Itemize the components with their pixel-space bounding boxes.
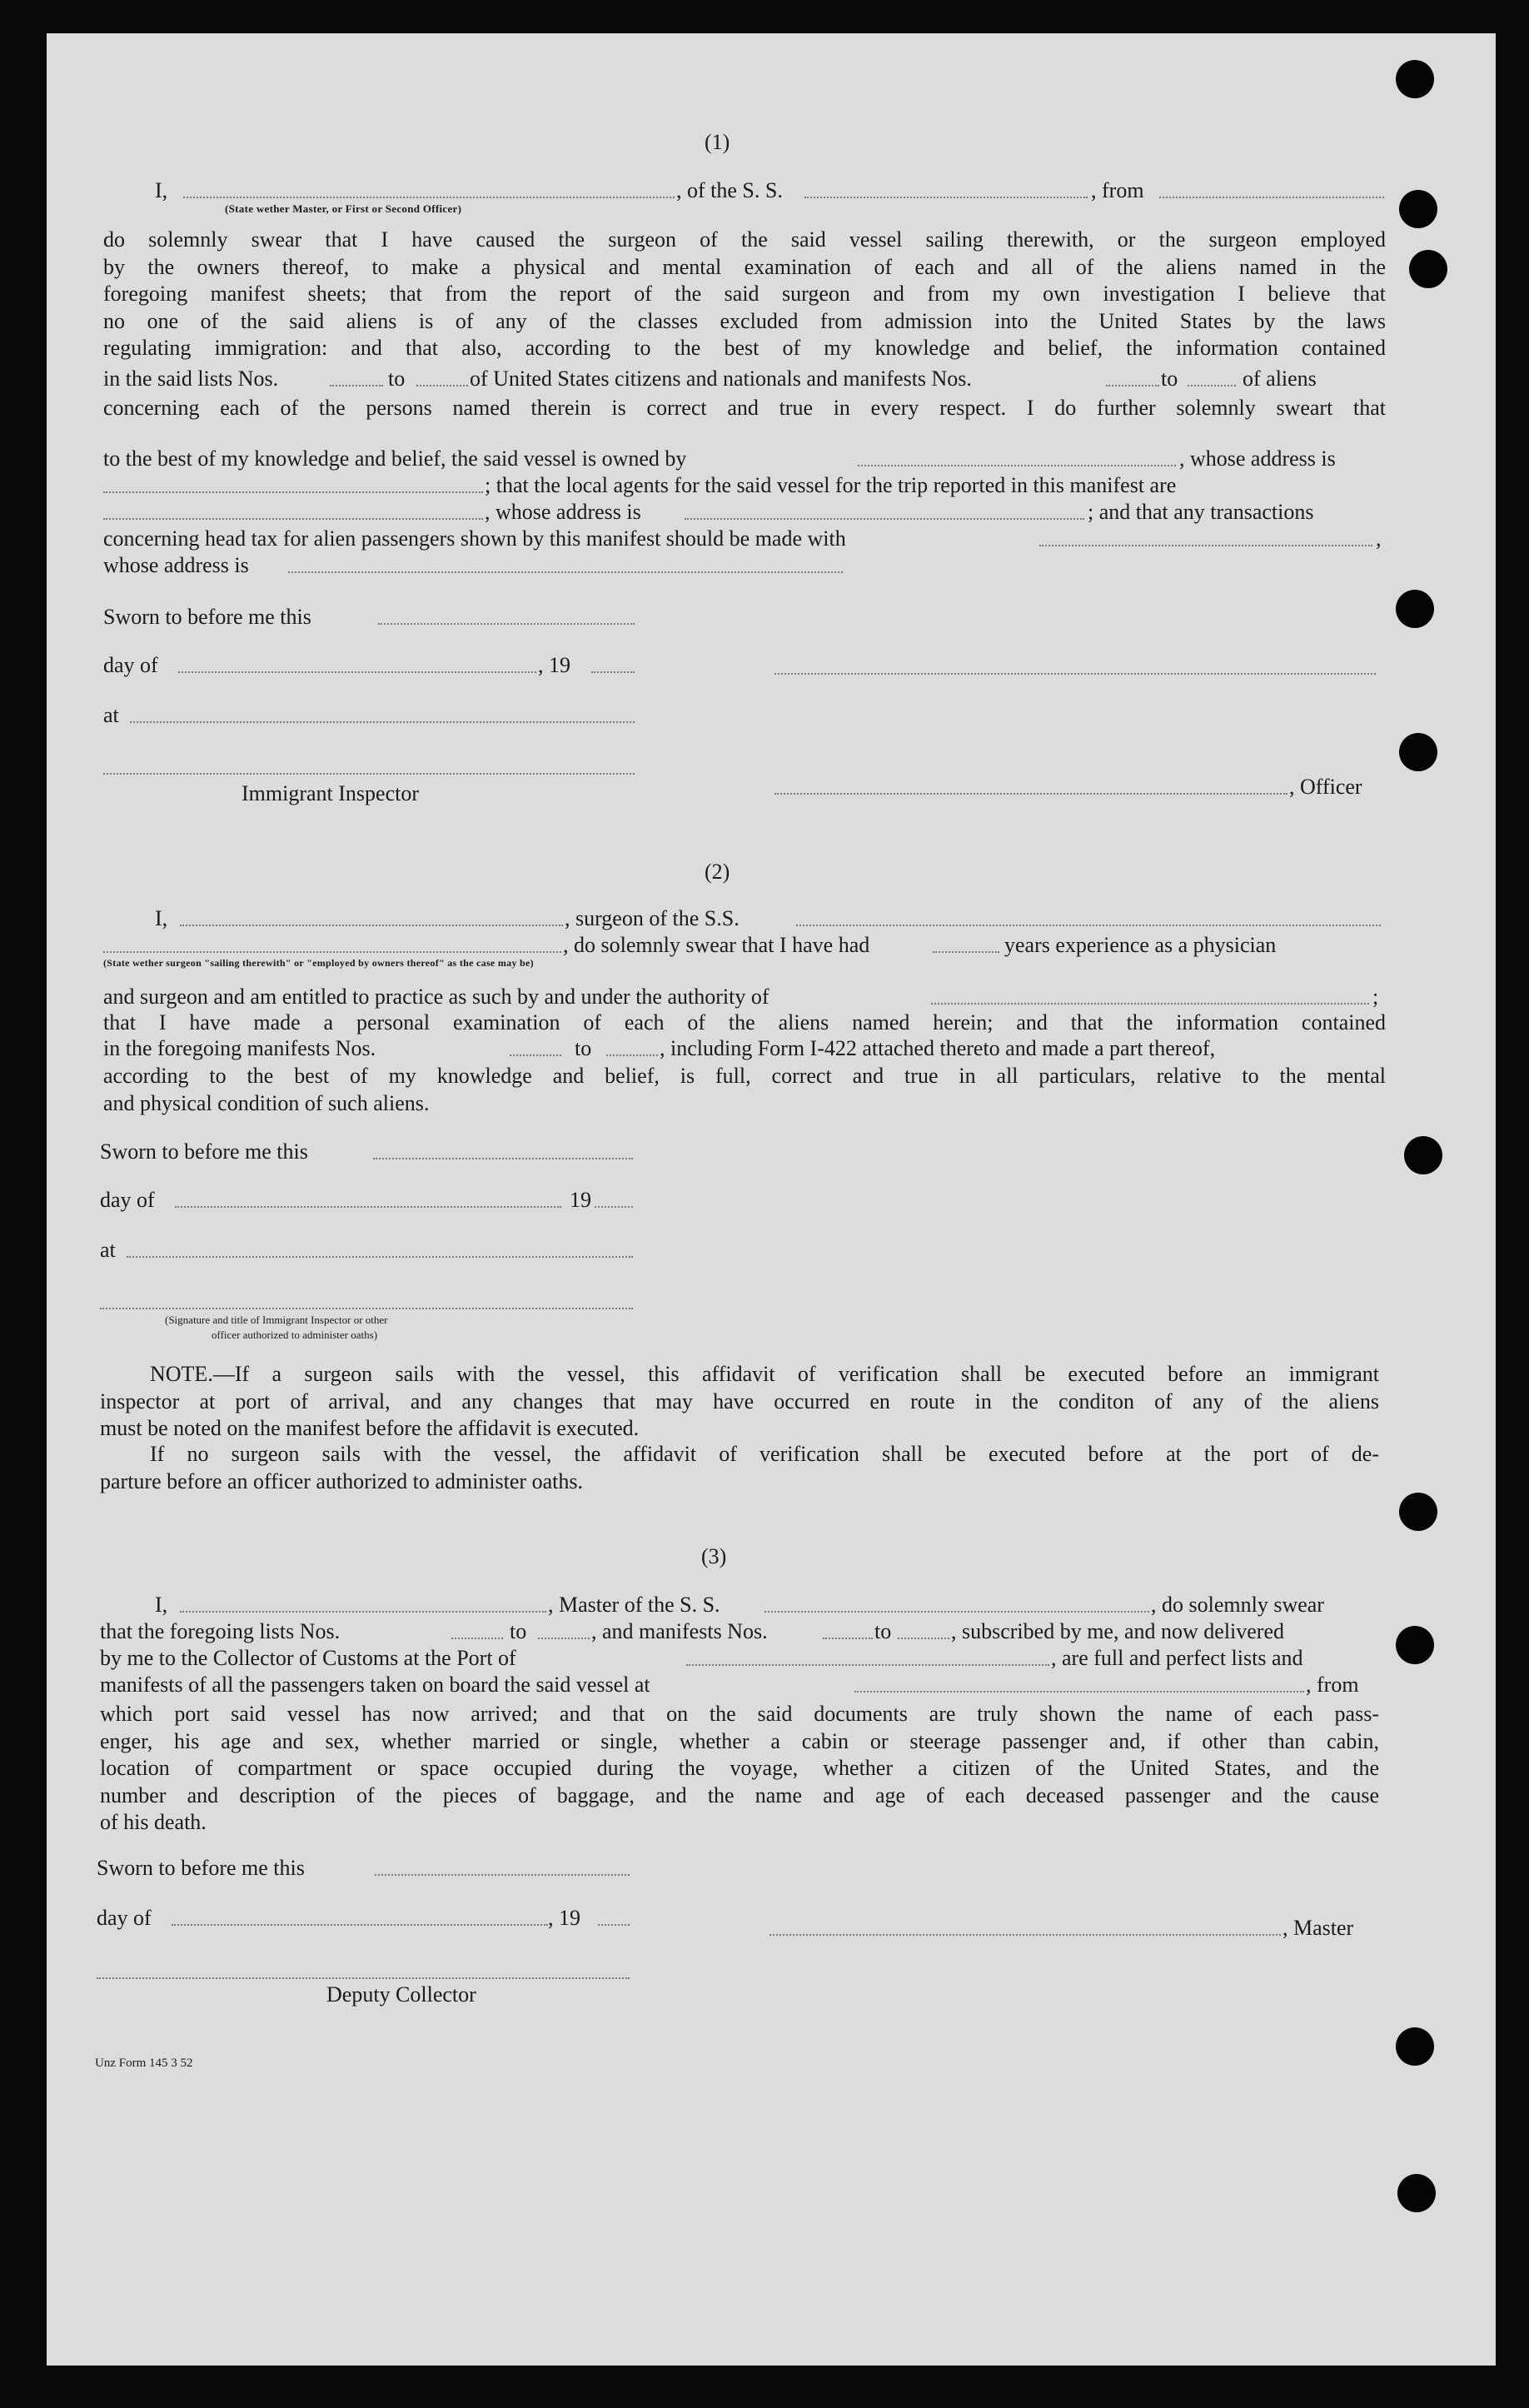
s1-day-field[interactable]	[178, 671, 536, 673]
s2-line-4	[103, 1010, 1386, 1037]
s1-of-ss: , of the S. S.	[676, 178, 783, 202]
s2-year-field[interactable]	[595, 1206, 633, 1208]
s1-immigrant-inspector: Immigrant Inspector	[242, 781, 419, 805]
s2-manifest-from-field[interactable]	[510, 1054, 561, 1056]
s2-note-line: inspector at port of arrival, and any changes that may have occurred en route in the conditon of any of the aliens	[100, 1388, 1379, 1413]
s1-local-agents: ; that the local agents for the said vessel for the trip reported in this manifest are	[485, 473, 1177, 497]
s3-manifests-of: manifests of all the passengers taken on board the said vessel at	[100, 1673, 650, 1697]
punch-hole	[1409, 250, 1447, 288]
section-2-heading: (2)	[705, 860, 730, 884]
s3-body-line: number and description of the pieces of baggage, and the name and age of each deceased passenger and the cause	[100, 1782, 1379, 1807]
s1-line-7	[103, 395, 1386, 422]
s1-body-line: do solemnly swear that I have caused the surgeon of the said vessel sailing therewith, or the surgeon employed	[103, 227, 1386, 252]
punch-hole	[1404, 1136, 1442, 1174]
s2-including-form: , including Form I-422 attached thereto and made a part thereof,	[660, 1036, 1216, 1060]
s1-lists-nos: in the said lists Nos.	[103, 366, 279, 391]
s3-collector-signature-field[interactable]	[97, 1977, 630, 1979]
s1-officer-signature-field[interactable]	[774, 673, 1376, 675]
s1-vessel-field[interactable]	[804, 197, 1088, 198]
s1-officer-name-field[interactable]	[183, 197, 675, 198]
s3-master-signature-field[interactable]	[769, 1934, 1281, 1936]
s1-of-aliens: of aliens	[1243, 366, 1317, 391]
s2-surgeon-type-field[interactable]	[103, 951, 561, 953]
s3-port-field[interactable]	[686, 1664, 1049, 1666]
s1-officer-note: (State wether Master, or First or Second Officer)	[225, 202, 462, 215]
s2-do-solemnly: , do solemnly swear that I have had	[563, 933, 870, 957]
s2-manifest-to-field[interactable]	[606, 1054, 658, 1056]
s1-comma: ,	[1376, 526, 1382, 551]
s2-note-2	[100, 1441, 1379, 1495]
punch-hole	[1399, 733, 1437, 771]
s2-surgeon-of-ss: , surgeon of the S.S.	[565, 906, 740, 930]
form-page	[47, 33, 1496, 2366]
s1-head-tax: concerning head tax for alien passengers shown by this manifest should be made with	[103, 526, 846, 551]
s1-at-field[interactable]	[130, 721, 635, 723]
s2-note-line: If no surgeon sails with the vessel, the affidavit of verification shall be executed before at the port of de-	[150, 1442, 1379, 1466]
s1-body-line: concerning each of the persons named therein is correct and true in every respect. I do further solemnly sweart that	[103, 396, 1386, 420]
punch-hole	[1396, 590, 1434, 628]
s1-to: to	[388, 366, 406, 391]
s1-owned-by: to the best of my knowledge and belief, the said vessel is owned by	[103, 446, 687, 471]
s3-collector: by me to the Collector of Customs at the Port of	[100, 1646, 516, 1670]
punch-hole	[1396, 2027, 1434, 2066]
s3-day-field[interactable]	[172, 1924, 548, 1926]
s2-years-experience: years experience as a physician	[1004, 933, 1277, 957]
punch-hole	[1397, 2174, 1436, 2212]
s1-i: I,	[155, 178, 168, 202]
section-3-heading: (3)	[701, 1544, 727, 1568]
s3-sworn: Sworn to before me this	[97, 1856, 305, 1880]
s2-authority: and surgeon and am entitled to practice as such by and under the authority of	[103, 985, 769, 1009]
form-number: Unz Form 145 3 52	[95, 2057, 193, 2070]
punch-hole	[1396, 1626, 1434, 1664]
s2-surgeon-type-note: (State wether surgeon "sailing therewith" or "employed by owners thereof" as the case may be)	[103, 957, 534, 969]
s2-at: at	[100, 1238, 116, 1262]
s1-whose-address-3: whose address is	[103, 553, 249, 577]
s1-officer-field[interactable]	[774, 793, 1287, 795]
s2-note-line: parture before an officer authorized to administer oaths.	[100, 1468, 583, 1493]
s1-to-2: to	[1161, 366, 1178, 391]
s2-day-field[interactable]	[175, 1206, 561, 1208]
s1-sworn-field[interactable]	[378, 623, 635, 625]
s2-to: to	[575, 1036, 592, 1060]
s2-semicolon: ;	[1372, 985, 1379, 1009]
s3-deputy-collector: Deputy Collector	[326, 1982, 476, 2007]
s1-at: at	[103, 703, 119, 727]
s1-sworn: Sworn to before me this	[103, 605, 311, 629]
s3-body-line: enger, his age and sex, whether married or single, whether a cabin or steerage passenger and, if other than cabin,	[100, 1728, 1379, 1753]
s1-whose-address-2: , whose address is	[485, 500, 641, 524]
s1-inspector-signature-field[interactable]	[103, 773, 635, 775]
s3-master-name-field[interactable]	[180, 1611, 546, 1613]
s3-full-perfect: , are full and perfect lists and	[1051, 1646, 1303, 1670]
s1-manifest-to-field[interactable]	[1188, 385, 1236, 386]
s3-body-line: of his death.	[100, 1810, 207, 1834]
s2-sworn: Sworn to before me this	[100, 1139, 308, 1164]
s1-year-prefix: , 19	[538, 653, 570, 677]
s1-body-line: foregoing manifest sheets; that from the report of the said surgeon and from my own investigation I believe that	[103, 282, 1386, 306]
s1-body-line: no one of the said aliens is of any of the classes excluded from admission into the United States by the laws	[103, 308, 1386, 333]
s2-sworn-field[interactable]	[373, 1158, 633, 1159]
s1-transactions: ; and that any transactions	[1088, 500, 1314, 524]
s3-lists-to-field[interactable]	[538, 1638, 590, 1639]
s2-vessel-field[interactable]	[796, 925, 1381, 926]
s2-body-line: that I have made a personal examination of each of the aliens named herein; and that the information contained	[103, 1010, 1386, 1034]
section-1-heading: (1)	[705, 130, 730, 154]
s3-manifest-from-field[interactable]	[823, 1638, 873, 1639]
s2-years-field[interactable]	[933, 951, 999, 953]
s3-from: , from	[1306, 1673, 1359, 1697]
s1-body-line: by the owners thereof, to make a physical and mental examination of each and all of the aliens named in the	[103, 254, 1386, 279]
s2-surgeon-name-field[interactable]	[180, 925, 563, 926]
s1-from: , from	[1091, 178, 1144, 202]
s2-signature-field[interactable]	[100, 1308, 633, 1309]
s1-oath-paragraph	[103, 227, 1386, 362]
s2-signature-note-1: (Signature and title of Immigrant Inspector or other	[165, 1314, 388, 1326]
s3-body-line: which port said vessel has now arrived; and that on the said documents are truly shown the name of each pass-	[100, 1702, 1379, 1726]
punch-hole	[1396, 60, 1434, 98]
s3-day-of: day of	[97, 1906, 152, 1930]
s1-citizens-text: of United States citizens and nationals and manifests Nos.	[470, 366, 972, 391]
s1-body-line: regulating immigration: and that also, according to the best of my knowledge and belief, the information contained	[103, 336, 1386, 360]
s1-owner-field[interactable]	[858, 465, 1176, 466]
s1-officer-label: , Officer	[1289, 775, 1362, 799]
s3-vessel-field[interactable]	[764, 1611, 1149, 1613]
s2-note-1	[100, 1361, 1379, 1443]
s3-manifests-nos: , and manifests Nos.	[591, 1619, 768, 1643]
punch-hole	[1399, 190, 1437, 228]
s3-body	[100, 1701, 1379, 1837]
s3-to: to	[510, 1619, 527, 1643]
s3-body-line: location of compartment or space occupied during the voyage, whether a citizen of the United States, and the	[100, 1756, 1379, 1780]
s2-signature-note-2: officer authorized to administer oaths)	[212, 1329, 378, 1341]
s1-lists-from-field[interactable]	[330, 385, 383, 386]
s3-year-field[interactable]	[598, 1924, 630, 1926]
s2-i: I,	[155, 906, 168, 930]
s2-year-prefix: 19	[570, 1188, 591, 1212]
s3-subscribed: , subscribed by me, and now delivered	[951, 1619, 1285, 1643]
s2-lines-6-7	[103, 1063, 1386, 1117]
s2-at-field[interactable]	[127, 1256, 633, 1258]
s2-note-line: must be noted on the manifest before the affidavit is executed.	[100, 1416, 640, 1440]
s3-year-prefix: , 19	[548, 1906, 580, 1930]
s2-note-line: NOTE.—If a surgeon sails with the vessel, this affidavit of verification shall be executed before an immigrant	[150, 1362, 1379, 1386]
s2-day-of: day of	[100, 1188, 155, 1212]
punch-hole	[1399, 1493, 1437, 1531]
s3-master-label: , Master	[1282, 1916, 1354, 1940]
s3-do-solemnly: , do solemnly swear	[1151, 1593, 1324, 1617]
s1-manifest-from-field[interactable]	[1106, 385, 1159, 386]
s2-body-line: according to the best of my knowledge and belief, is full, correct and true in all particulars, relative to the mental	[103, 1064, 1386, 1088]
s3-master-of-ss: , Master of the S. S.	[548, 1593, 720, 1617]
s3-lists-nos: that the foregoing lists Nos.	[100, 1619, 341, 1643]
s3-sworn-field[interactable]	[375, 1874, 630, 1876]
s1-head-tax-address-field[interactable]	[288, 571, 843, 573]
s1-day-of: day of	[103, 653, 158, 677]
s1-lists-to-field[interactable]	[416, 385, 468, 386]
s3-lists-from-field[interactable]	[451, 1638, 503, 1639]
s1-agents-address-field[interactable]	[685, 518, 1084, 520]
s1-agents-field[interactable]	[103, 518, 483, 520]
s3-departure-port-field[interactable]	[854, 1691, 1304, 1693]
s2-authority-field[interactable]	[931, 1003, 1369, 1005]
s3-manifest-to-field[interactable]	[898, 1638, 949, 1639]
s1-head-tax-field[interactable]	[1039, 545, 1372, 546]
s3-i: I,	[155, 1593, 168, 1617]
s1-from-field[interactable]	[1159, 197, 1384, 198]
s1-year-field[interactable]	[591, 671, 635, 673]
s1-owner-address-field[interactable]	[103, 491, 483, 493]
s3-to-2: to	[874, 1619, 892, 1643]
s2-body-line: and physical condition of such aliens.	[103, 1090, 430, 1115]
s1-whose-address: , whose address is	[1179, 446, 1336, 471]
s2-manifests-nos: in the foregoing manifests Nos.	[103, 1036, 376, 1060]
